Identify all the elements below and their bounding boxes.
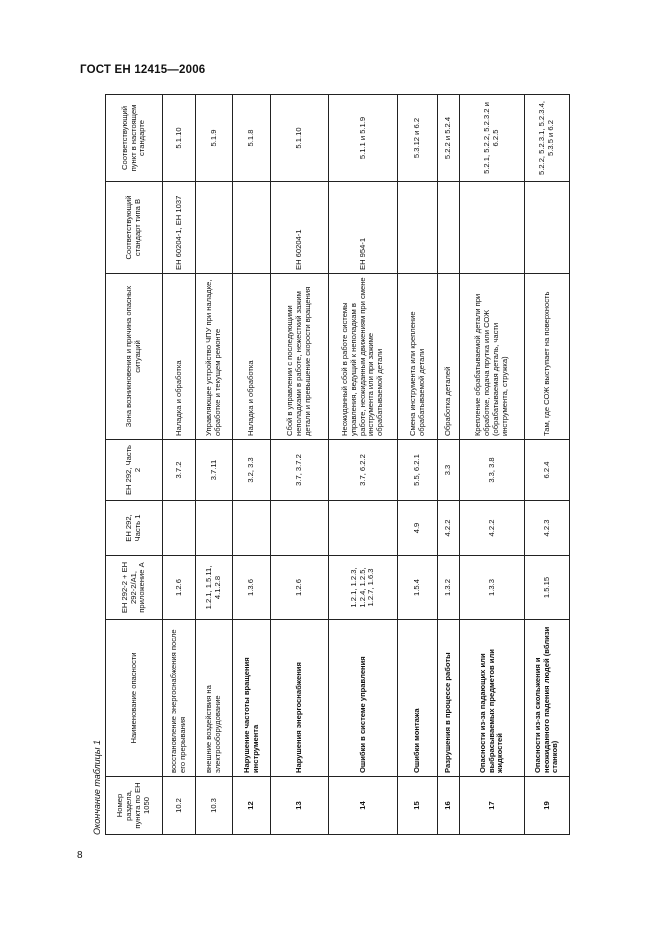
- cell-part2: 3.3: [438, 440, 460, 501]
- table-row: [196, 95, 233, 835]
- cell-clause: 5.3.12 и 6.2: [398, 95, 438, 182]
- cell-part1: 4.2.3: [525, 501, 570, 556]
- cell-hazard: Ошибки монтажа: [398, 620, 438, 777]
- cell-zone: Наладка и обработка: [163, 274, 196, 440]
- cell-part1: [163, 501, 196, 556]
- cell-part2: 5.5, 6.2.1: [398, 440, 438, 501]
- cell-hazard: Разрушения в процессе работы: [438, 620, 460, 777]
- table-row: [329, 95, 398, 835]
- cell-zone: Там, где СОЖ выступает на поверхность: [525, 274, 570, 440]
- cell-clause: 5.2.1, 5.2.2, 5.2.3.2 и 6.2.5: [460, 95, 525, 182]
- page-number: 8: [77, 850, 83, 861]
- cell-part1: [329, 501, 398, 556]
- cell-part2: 3.7, 6.2.2: [329, 440, 398, 501]
- cell-std: ЕН 954-1: [329, 182, 398, 274]
- cell-hazard: восстановление энергоснабжения после его прерывания: [163, 620, 196, 777]
- cell-zone: Смена инструмента или крепление обрабатываемой детали: [398, 274, 438, 440]
- table-row: [438, 95, 460, 835]
- table-row: [460, 95, 525, 835]
- cell-num: 15: [398, 777, 438, 835]
- cell-part2: 3.7.11: [196, 440, 233, 501]
- cell-num: 12: [233, 777, 271, 835]
- cell-annex: 1.3.6: [233, 556, 271, 620]
- table-row: [525, 95, 570, 835]
- cell-part1: [196, 501, 233, 556]
- standard-title: ГОСТ ЕН 12415—2006: [80, 64, 206, 76]
- col-header: Соответствующий пункт в настоящем стандарте: [106, 95, 163, 182]
- cell-hazard: Опасности из-за падающих или выбрасываемых предметов или жидкостей: [460, 620, 525, 777]
- cell-annex: 1.2.1, 1.2.3, 1.2.4, 1.2.5, 1.2.7, 1.6.3: [329, 556, 398, 620]
- cell-num: 19: [525, 777, 570, 835]
- rotated-table-block: [90, 95, 560, 835]
- cell-annex: 1.2.6: [271, 556, 329, 620]
- cell-num: 10.3: [196, 777, 233, 835]
- table-header-row: [106, 95, 163, 835]
- cell-zone: Сбой в управлении с последующими неполадками в работе, нежесткий зажим детали и превышение скорости вращения: [271, 274, 329, 440]
- cell-clause: 5.1.10: [271, 95, 329, 182]
- cell-std: [233, 182, 271, 274]
- cell-hazard: внешние воздействия на электрооборудование: [196, 620, 233, 777]
- cell-annex: 1.5.4: [398, 556, 438, 620]
- col-header: Наименование опасности: [106, 620, 163, 777]
- cell-std: [398, 182, 438, 274]
- col-header: ЕН 292, Часть 1: [106, 501, 163, 556]
- cell-clause: 5.2.2 и 5.2.4: [438, 95, 460, 182]
- col-header: Зона возникновения и причина опасных ситуаций: [106, 274, 163, 440]
- cell-annex: 1.2.1, 1.5.11, 4.1.2.8: [196, 556, 233, 620]
- cell-clause: 5.2.2, 5.2.3.1, 5.2.3.4, 5.3.5 и 6.2: [525, 95, 570, 182]
- cell-hazard: Ошибки в системе управления: [329, 620, 398, 777]
- cell-clause: 5.1.1 и 5.1.9: [329, 95, 398, 182]
- cell-part1: 4.2.2: [460, 501, 525, 556]
- cell-num: 17: [460, 777, 525, 835]
- table-row: [398, 95, 438, 835]
- cell-std: [525, 182, 570, 274]
- cell-annex: 1.2.6: [163, 556, 196, 620]
- cell-hazard: Нарушения энергоснабжения: [271, 620, 329, 777]
- hazards-table: [105, 94, 570, 835]
- cell-part1: 4.9: [398, 501, 438, 556]
- cell-clause: 5.1.9: [196, 95, 233, 182]
- table-row: [271, 95, 329, 835]
- col-header: Номер раздела, пункта по ЕН 1050: [106, 777, 163, 835]
- col-header: ЕН 292-2 + ЕН 292-2/А1, приложение А: [106, 556, 163, 620]
- cell-zone: Обработка деталей: [438, 274, 460, 440]
- cell-std: [196, 182, 233, 274]
- cell-part2: 3.2, 3.3: [233, 440, 271, 501]
- cell-zone: Неожиданный сбой в работе системы управления, ведущий к неполадкам в работе, неожиданным движениям при смене инструмента или при зажиме обрабатываемой детали: [329, 274, 398, 440]
- cell-part1: [233, 501, 271, 556]
- cell-hazard: Нарушение частоты вращения инструмента: [233, 620, 271, 777]
- cell-part2: 3.3, 3.8: [460, 440, 525, 501]
- cell-clause: 5.1.8: [233, 95, 271, 182]
- table-row: [233, 95, 271, 835]
- cell-std: [460, 182, 525, 274]
- cell-annex: 1.3.3: [460, 556, 525, 620]
- cell-part1: [271, 501, 329, 556]
- cell-num: 10.2: [163, 777, 196, 835]
- cell-zone: Крепление обрабатываемой детали при обработке, подача прутка или СОЖ (обрабатываемая деталь, части инструмента, стружка): [460, 274, 525, 440]
- col-header: ЕН 292, Часть 2: [106, 440, 163, 501]
- cell-clause: 5.1.10: [163, 95, 196, 182]
- cell-num: 14: [329, 777, 398, 835]
- cell-std: ЕН 60204-1, ЕН 1037: [163, 182, 196, 274]
- cell-part1: 4.2.2: [438, 501, 460, 556]
- table-row: [163, 95, 196, 835]
- cell-part2: 3.7.2: [163, 440, 196, 501]
- cell-annex: 1.5.15: [525, 556, 570, 620]
- cell-hazard: Опасности из-за скольжения и неожиданного падения людей (вблизи станков): [525, 620, 570, 777]
- cell-annex: 1.3.2: [438, 556, 460, 620]
- table-caption: Окончание таблицы 1: [92, 740, 102, 835]
- cell-part2: 6.2.4: [525, 440, 570, 501]
- cell-part2: 3.7, 3.7.2: [271, 440, 329, 501]
- cell-num: 13: [271, 777, 329, 835]
- col-header: Соответствующий стандарт типа В: [106, 182, 163, 274]
- cell-std: ЕН 60204-1: [271, 182, 329, 274]
- cell-zone: Наладка и обработка: [233, 274, 271, 440]
- cell-num: 16: [438, 777, 460, 835]
- cell-zone: Управляющее устройство ЧПУ при наладке, обработке и текущем ремонте: [196, 274, 233, 440]
- cell-std: [438, 182, 460, 274]
